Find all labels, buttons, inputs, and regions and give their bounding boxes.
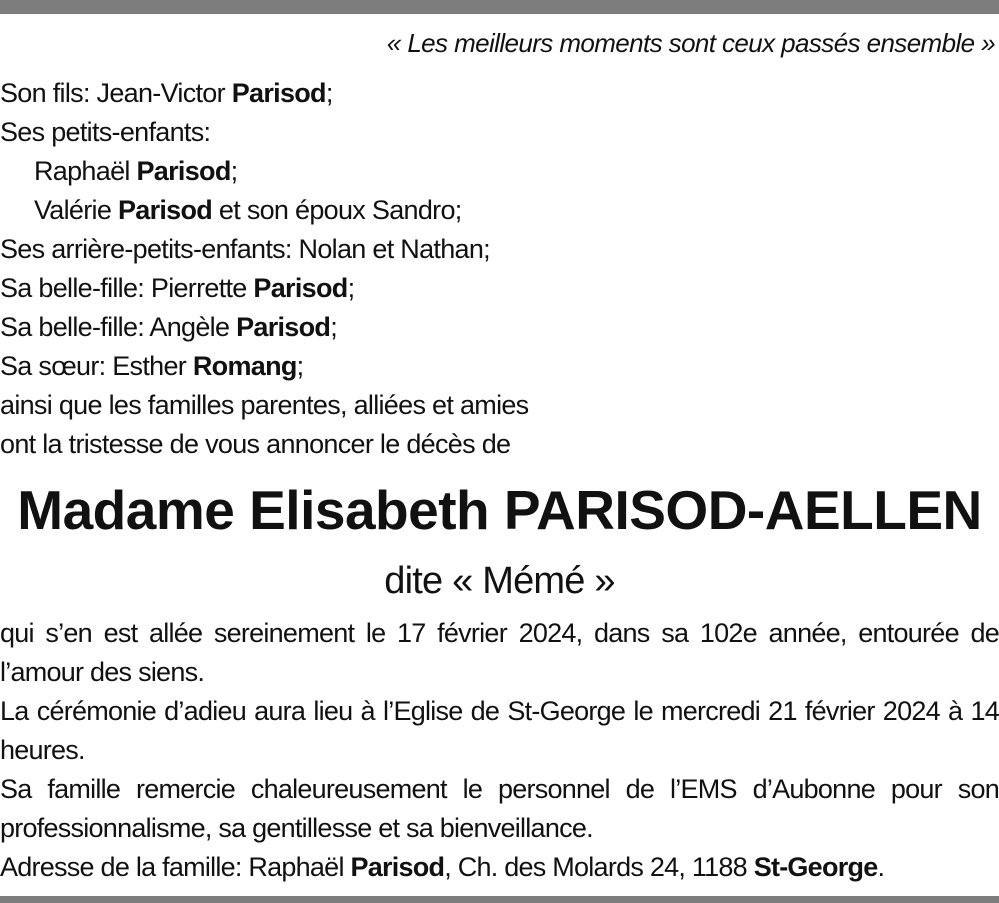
address-town: St-George bbox=[753, 852, 878, 882]
epigraph-quote: « Les meilleurs moments sont ceux passés ensemble » bbox=[386, 28, 995, 58]
address-paragraph bbox=[0, 848, 999, 887]
family-line bbox=[0, 191, 999, 230]
family-text-end: ; bbox=[325, 78, 333, 108]
family-line bbox=[0, 152, 999, 191]
family-surname: Parisod bbox=[236, 312, 331, 342]
family-text: ainsi que les familles parentes, alliées et amies bbox=[0, 390, 529, 420]
family-text: Son fils: Jean-Victor bbox=[0, 78, 232, 108]
ceremony-paragraph: La cérémonie d’adieu aura lieu à l’Eglise de St-George le mercredi 21 février 2024 à 14 heures. bbox=[0, 696, 999, 765]
family-line bbox=[0, 425, 999, 464]
family-text: Sa belle-fille: Pierrette bbox=[0, 273, 254, 303]
family-surname: Parisod bbox=[253, 273, 348, 303]
family-line bbox=[0, 230, 999, 269]
deceased-name: Madame Elisabeth PARISOD-AELLEN bbox=[17, 479, 982, 541]
family-text: Raphaël bbox=[34, 156, 137, 186]
bottom-divider bbox=[0, 896, 999, 903]
family-text: ont la tristesse de vous annoncer le décès de bbox=[0, 429, 511, 459]
family-line bbox=[0, 269, 999, 308]
family-text-end: ; bbox=[230, 156, 238, 186]
announcement-body bbox=[0, 614, 999, 887]
family-text: Ses petits-enfants: bbox=[0, 117, 211, 147]
address-street: , Ch. des Molards 24, 1188 bbox=[444, 852, 754, 882]
family-line bbox=[0, 308, 999, 347]
family-line bbox=[0, 386, 999, 425]
address-end: . bbox=[877, 852, 885, 882]
family-text-end: ; bbox=[296, 351, 304, 381]
family-surname: Parisod bbox=[136, 156, 231, 186]
top-divider bbox=[0, 0, 999, 14]
family-text-end: ; bbox=[330, 312, 338, 342]
thanks-paragraph: Sa famille remercie chaleureusement le personnel de l’EMS d’Aubonne pour son professionnalisme, sa gentillesse et sa bienveillance. bbox=[0, 774, 999, 843]
family-text: Ses arrière-petits-enfants: Nolan et Nathan; bbox=[0, 234, 490, 264]
passing-paragraph: qui s’en est allée sereinement le 17 février 2024, dans sa 102e année, entourée de l’amour des siens. bbox=[0, 618, 999, 687]
family-surname: Parisod bbox=[231, 78, 326, 108]
address-text: Adresse de la famille: Raphaël bbox=[0, 852, 351, 882]
nickname: dite « Mémé » bbox=[384, 560, 615, 602]
family-line bbox=[0, 113, 999, 152]
address-surname: Parisod bbox=[350, 852, 445, 882]
family-surname: Parisod bbox=[117, 195, 213, 225]
family-surname: Romang bbox=[192, 351, 297, 381]
family-text-end: et son époux Sandro; bbox=[212, 195, 462, 225]
family-line bbox=[0, 74, 999, 113]
family-line bbox=[0, 347, 999, 386]
family-text: Sa sœur: Esther bbox=[0, 351, 193, 381]
family-list bbox=[0, 74, 999, 464]
family-text: Valérie bbox=[34, 195, 118, 225]
family-text-end: ; bbox=[347, 273, 355, 303]
family-text: Sa belle-fille: Angèle bbox=[0, 312, 237, 342]
